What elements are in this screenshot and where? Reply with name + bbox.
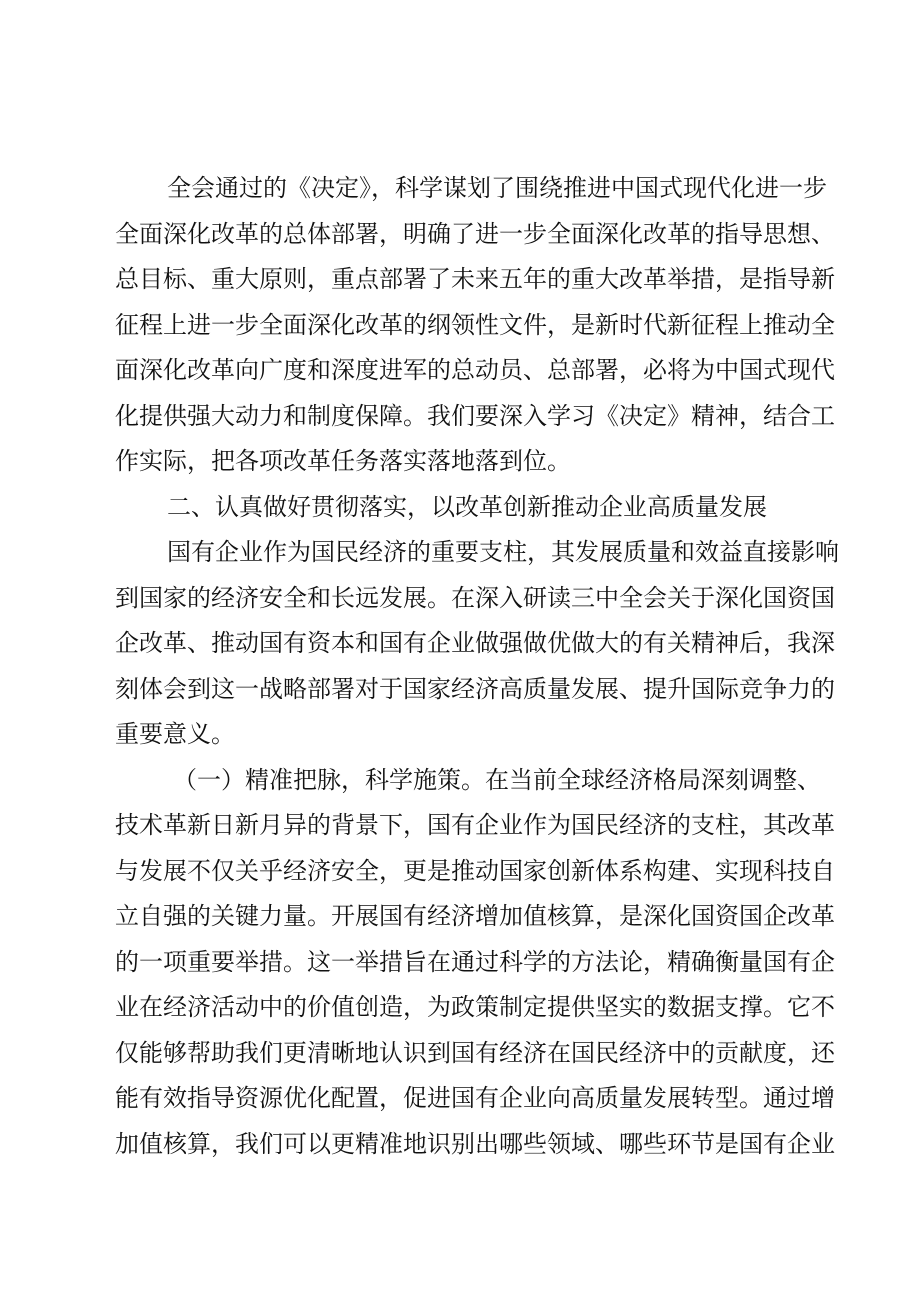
p3-line-8: 能有效指导资源优化配置，促进国有企业向高质量发展转型。通过增 [115,1084,835,1112]
p3-line-6: 业在经济活动中的价值创造，为政策制定提供坚实的数据支撑。它不 [115,993,835,1021]
p3-line-4: 立自强的关键力量。开展国有经济增加值核算，是深化国资国企改革 [115,902,835,930]
document-page [115,166,839,1167]
p1-line-7: 作实际，把各项改革任务落实落地落到位。 [115,447,571,475]
p2-line-1: 国有企业作为国民经济的重要支柱，其发展质量和效益直接影响 [167,538,839,566]
p3-line-5: 的一项重要举措。这一举措旨在通过科学的方法论，精确衡量国有企 [115,947,835,976]
p3-line-3: 与发展不仅关乎经济安全，更是推动国家创新体系构建、实现科技自 [115,856,835,885]
p3-line-2: 技术革新日新月异的背景下，国有企业作为国民经济的支柱，其改革 [115,811,835,839]
p1-line-3: 总目标、重大原则，重点部署了未来五年的重大改革举措，是指导新 [115,265,835,293]
p3-line-9: 加值核算，我们可以更精准地识别出哪些领域、哪些环节是国有企业 [115,1129,835,1158]
p2-line-5: 重要意义。 [115,720,235,748]
p1-line-5: 面深化改革向广度和深度进军的总动员、总部署，必将为中国式现代 [115,356,835,384]
p1-line-6: 化提供强大动力和制度保障。我们要深入学习《决定》精神，结合工 [115,401,835,430]
p3-line-1: （一）精准把脉，科学施策。在当前全球经济格局深刻调整、 [173,765,821,794]
section-heading-2: 二、认真做好贯彻落实，以改革创新推动企业高质量发展 [167,492,767,521]
p3-line-7: 仅能够帮助我们更清晰地认识到国有经济在国民经济中的贡献度，还 [115,1038,835,1067]
p1-line-4: 征程上进一步全面深化改革的纲领性文件，是新时代新征程上推动全 [115,310,835,339]
p2-line-3: 企改革、推动国有资本和国有企业做强做优做大的有关精神后，我深 [115,629,835,657]
p1-line-1: 全会通过的《决定》，科学谋划了围绕推进中国式现代化进一步 [167,174,827,202]
p2-line-4: 刻体会到这一战略部署对于国家经济高质量发展、提升国际竞争力的 [115,674,835,703]
p1-line-2: 全面深化改革的总体部署，明确了进一步全面深化改革的指导思想、 [115,219,835,248]
p2-line-2: 到国家的经济安全和长远发展。在深入研读三中全会关于深化国资国 [115,583,835,612]
